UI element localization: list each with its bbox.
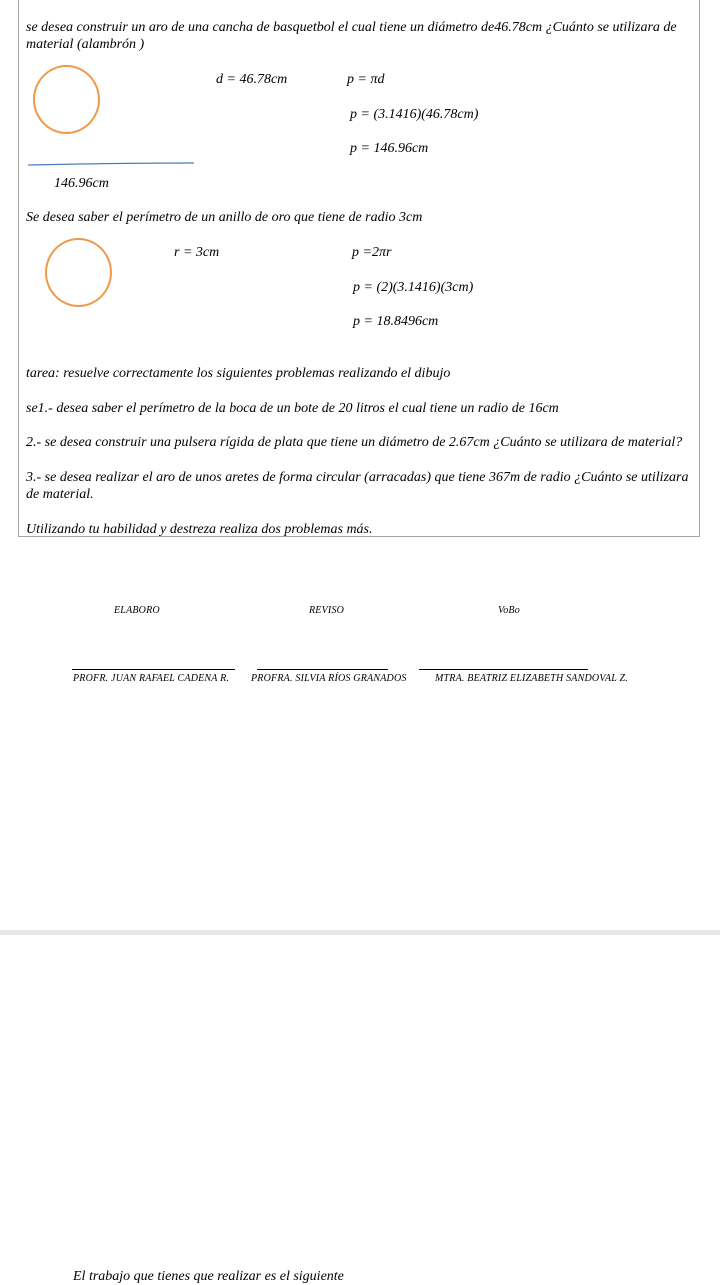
page-separator <box>0 930 720 935</box>
problem1-formula: p = πd <box>347 72 385 87</box>
signature-name-3: MTRA. BEATRIZ ELIZABETH SANDOVAL Z. <box>435 673 628 684</box>
signature-label-elaboro: ELABORO <box>114 605 160 616</box>
perimeter-line-label: 146.96cm <box>54 176 109 191</box>
problem2-text: Se desea saber el perímetro de un anillo de oro que tiene de radio 3cm <box>26 210 423 225</box>
problem1-result: p = 146.96cm <box>350 141 429 156</box>
signature-line-2 <box>257 669 388 670</box>
signature-label-reviso: REVISO <box>309 605 345 616</box>
problem1-text: se desea construir un aro de una cancha de basquetbol el cual tiene un diámetro de46.78cm ¿Cuánto se utilizara de material (alambrón ) <box>26 20 677 52</box>
signature-label-vobo: VoBo <box>498 605 520 616</box>
signature-name-1: PROFR. JUAN RAFAEL CADENA R. <box>73 673 230 684</box>
ring-circle-drawing <box>45 238 112 307</box>
unrolled-perimeter-line <box>26 160 198 168</box>
hoop-circle-drawing <box>33 65 100 134</box>
problem1-given: d = 46.78cm <box>216 72 288 87</box>
problem2-formula: p =2πr <box>352 245 392 260</box>
homework-heading: tarea: resuelve correctamente los siguientes problemas realizando el dibujo <box>26 366 451 381</box>
homework-closing: Utilizando tu habilidad y destreza realiza dos problemas más. <box>26 522 373 537</box>
signature-line-1 <box>72 669 235 670</box>
homework-item-1: se1.- desea saber el perímetro de la boca de un bote de 20 litros el cual tiene un radio de 16cm <box>26 401 559 416</box>
signature-line-3 <box>419 669 588 670</box>
problem2-result: p = 18.8496cm <box>353 314 439 329</box>
homework-item-2: 2.- se desea construir una pulsera rígida de plata que tiene un diámetro de 2.67cm ¿Cuánto se utilizara de material? <box>26 435 683 450</box>
problem1-substitution: p = (3.1416)(46.78cm) <box>350 107 479 122</box>
problem2-given: r = 3cm <box>174 245 220 260</box>
signature-name-2: PROFRA. SILVIA RÍOS GRANADOS <box>251 673 407 684</box>
next-page-text: El trabajo que tienes que realizar es el siguiente <box>73 1269 344 1284</box>
problem2-substitution: p = (2)(3.1416)(3cm) <box>353 280 474 295</box>
homework-item-3: 3.- se desea realizar el aro de unos aretes de forma circular (arracadas) que tiene 367m de radio ¿Cuánto se utilizara de material. <box>26 470 689 502</box>
